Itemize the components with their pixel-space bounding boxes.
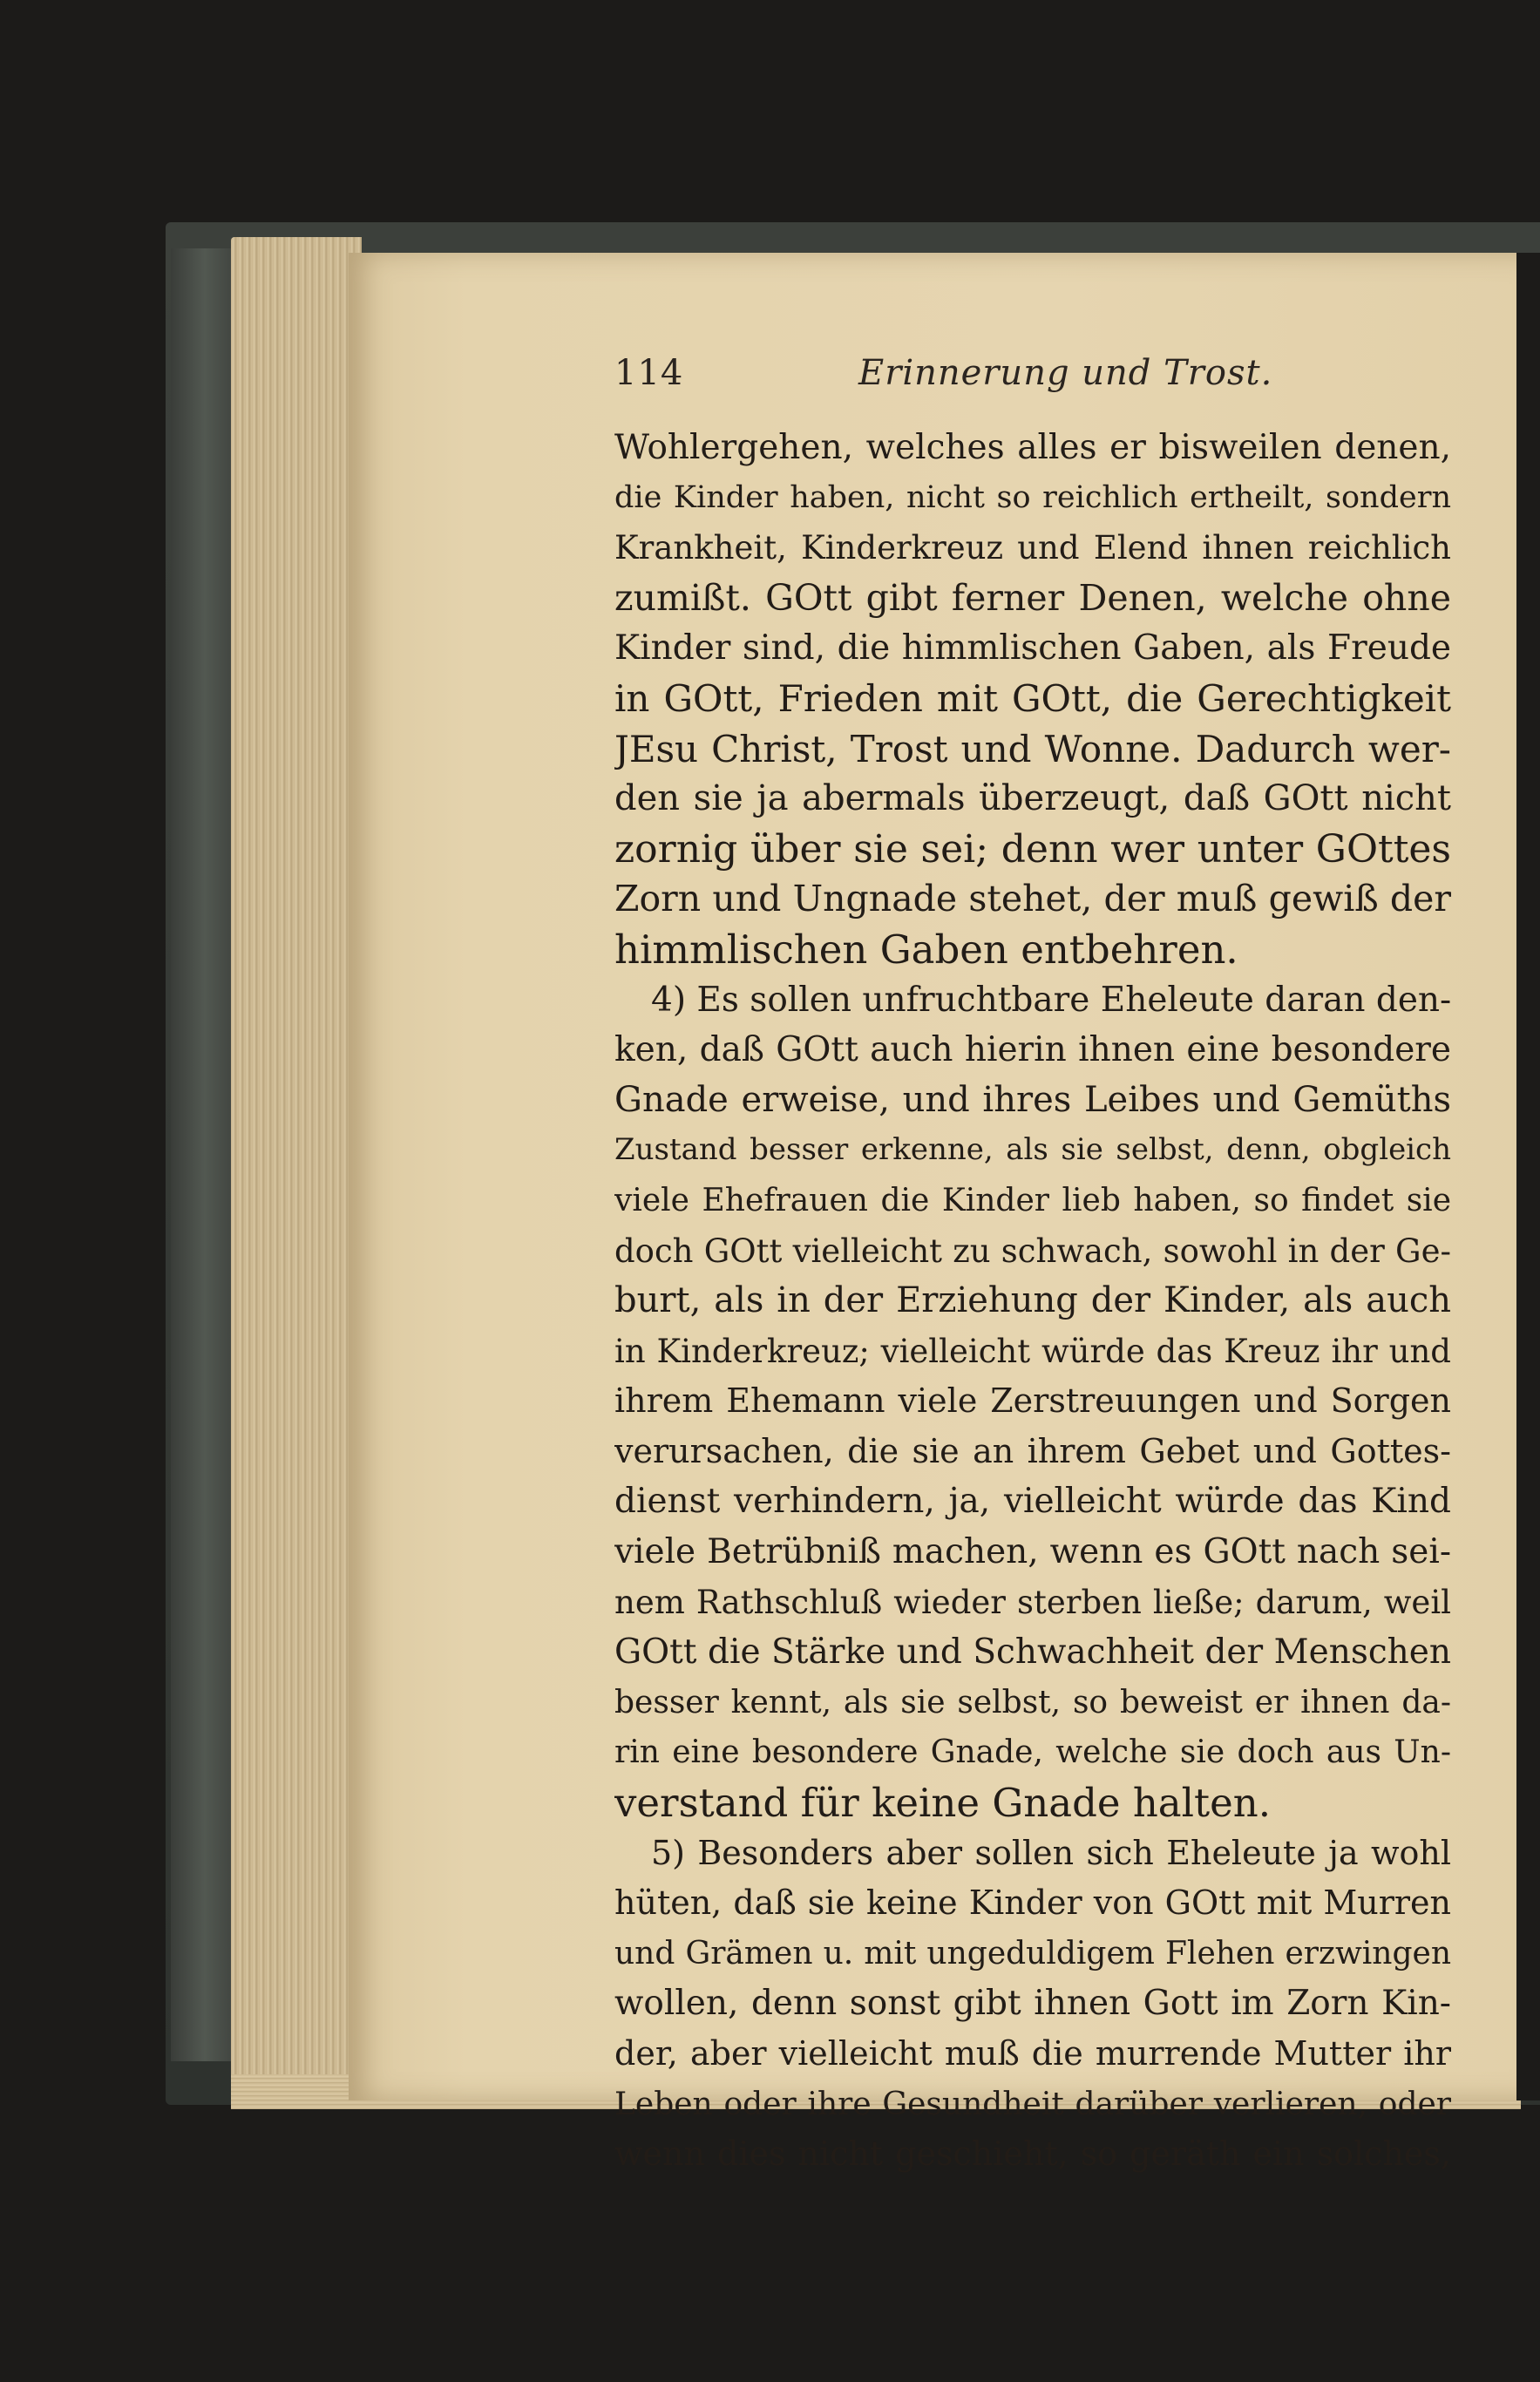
text-line: ihrem Ehemann viele Zerstreuungen und Sorgen [614, 1381, 1451, 1421]
page-number: 114 [614, 353, 684, 393]
text-line: GOtt die Stärke und Schwachheit der Menschen [614, 1632, 1451, 1673]
background-strip [1516, 253, 1540, 2100]
text-line: Zorn und Ungnade stehet, der muß gewiß der [614, 878, 1451, 920]
text-line: in GOtt, Frieden mit GOtt, die Gerechtigkeit [614, 676, 1451, 720]
running-header [614, 353, 1451, 393]
text-line: Krankheit, Kinderkreuz und Elend ihnen reichlich [614, 529, 1451, 567]
text-line: wollen, denn sonst gibt ihnen Gott im Zorn Kin- [614, 1984, 1451, 2024]
text-line: 4) Es sollen unfruchtbare Eheleute daran den- [651, 980, 1451, 1020]
text-line: in Kinderkreuz; vielleicht würde das Kreuz ihr und [614, 1332, 1451, 1370]
text-line: nem Rathschluß wieder sterben ließe; darum, weil [614, 1583, 1451, 1621]
text-line: JEsu Christ, Trost und Wonne. Dadurch wer- [614, 727, 1451, 770]
text-line: viele Ehefrauen die Kinder lieb haben, so findet sie [614, 1182, 1451, 1218]
text-line: der, aber vielleicht muß die murrende Mutter ihr [614, 2034, 1451, 2073]
text-line: himmlischen Gaben entbehren. [614, 926, 1238, 973]
text-line: doch GOtt vielleicht zu schwach, sowohl in der Ge- [614, 1232, 1451, 1270]
text-line: Leben oder ihre Gesundheit darüber verlieren, oder [614, 2086, 1451, 2122]
text-line: Kinder sind, die himmlischen Gaben, als Freude [614, 628, 1451, 668]
text-line: wenn dies nicht geschieht, so geräth ein solches, [614, 2134, 1451, 2174]
running-title: Erinnerung und Trost. [858, 353, 1273, 393]
text-line: und Grämen u. mit ungeduldigem Flehen erzwingen [614, 1935, 1451, 1971]
text-line: ken, daß GOtt auch hierin ihnen eine besondere [614, 1030, 1451, 1070]
text-line: Zustand besser erkenne, als sie selbst, denn, obgleich [614, 1132, 1451, 1168]
text-line: viele Betrübniß machen, wenn es GOtt nach sei- [614, 1532, 1451, 1572]
text-line: verstand für keine Gnade halten. [614, 1780, 1272, 1827]
text-line: hüten, daß sie keine Kinder von GOtt mit Murren [614, 1883, 1451, 1923]
text-line: Gnade erweise, und ihres Leibes und Gemüths [614, 1079, 1451, 1120]
text-line: zornig über sie sei; denn wer unter GOttes [614, 826, 1451, 872]
text-line: besser kennt, als sie selbst, so beweist er ihnen da- [614, 1684, 1451, 1720]
text-line: Wohlergehen, welches alles er bisweilen denen, [614, 428, 1451, 467]
page-edges-left [231, 237, 362, 2102]
text-line: rin eine besondere Gnade, welche sie doch aus Un- [614, 1734, 1451, 1771]
text-line: den sie ja abermals überzeugt, daß GOtt nicht [614, 778, 1451, 819]
text-line: burt, als in der Erziehung der Kinder, als auch [614, 1280, 1451, 1321]
text-line: verursachen, die sie an ihrem Gebet und Gottes- [614, 1431, 1451, 1470]
text-line: dienst verhindern, ja, vielleicht würde das Kind [614, 1482, 1451, 1522]
text-line: 5) Besonders aber sollen sich Eheleute ja wohl [651, 1833, 1451, 1872]
text-line: die Kinder haben, nicht so reichlich ertheilt, sondern [614, 479, 1451, 515]
text-line: zumißt. GOtt gibt ferner Denen, welche ohne [614, 576, 1451, 619]
page-body [614, 423, 1451, 2180]
